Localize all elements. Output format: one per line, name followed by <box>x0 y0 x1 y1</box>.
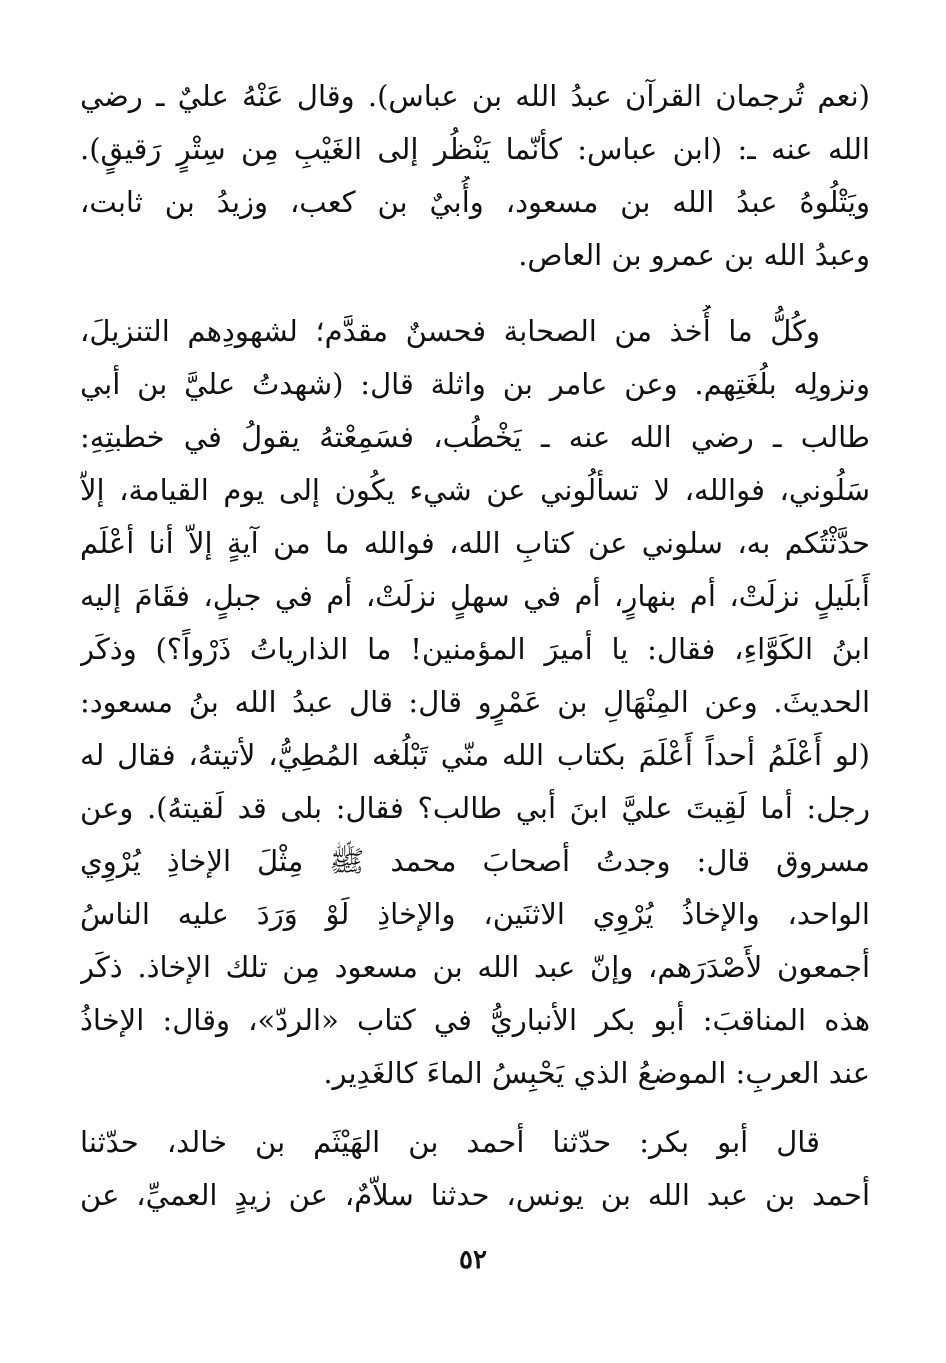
text-line: الواحد، والإخاذُ يُرْوِي الاثنَين، والإخاذِ لَوْ وَرَدَ عليه الناسُ <box>80 897 870 931</box>
text-line: عند العربِ: الموضعُ الذي يَحْبِسُ الماءَ كالغَدِير. <box>323 1056 870 1090</box>
paragraph-1 <box>80 70 870 282</box>
text-line: طالب ـ رضي الله عنه ـ يَخْطُب، فسَمِعْتهُ يقولُ في خطبتِهِ: <box>80 420 870 454</box>
text-line: ابنُ الكَوَّاءِ، فقال: يا أميرَ المؤمنين! ما الذارياتُ ذَرْواً؟) وذكَر <box>80 632 870 666</box>
text-line: سَلُوني، فوالله، لا تسألُوني عن شيء يكُون إلى يوم القيامة، إلاّ <box>80 473 870 507</box>
text-line: الله عنه ـ: (ابن عباس: كأنّما يَنْظُر إلى الغَيْبِ مِن سِتْرٍ رَقيقٍ). <box>80 132 870 166</box>
text-line: مسروق قال: وجدتُ أصحابَ محمد ﷺ مِثْلَ الإخاذِ يُرْوِي <box>80 844 870 878</box>
paragraph-3 <box>80 1116 870 1222</box>
text-line: أحمد بن عبد الله بن يونس، حدثنا سلاّمٌ، عن زيدٍ العميِّ، عن <box>80 1178 870 1212</box>
text-line: رجل: أما لَقِيتَ عليَّ ابنَ أبي طالب؟ فقال: بلى قد لَقيتهُ). وعن <box>80 791 870 825</box>
text-line: أجمعون لأَصْدَرَهم، وإنّ عبد الله بن مسعود مِن تلك الإخاذ. ذكَر <box>80 950 870 984</box>
text-line: هذه المناقبَ: أبو بكر الأنباريُّ في كتاب «الردّ»، وقال: الإخاذُ <box>80 1003 870 1037</box>
text-line: أَبلَيلٍ نزلَتْ، أم بنهارٍ، أم في سهلٍ نزلَتْ، أم في جبلٍ، فقَامَ إليه <box>80 579 870 613</box>
text-line: ونزولِه بلُغَتِهم. وعن عامر بن واثلة قال: (شهدتُ عليَّ بن أبي <box>80 367 870 401</box>
paragraph-2 <box>80 305 870 1100</box>
text-line: ويَتْلُوهُ عبدُ الله بن مسعود، وأُبيٌ بن كعب، وزيدُ بن ثابت، <box>80 185 870 219</box>
text-line: (نعم تُرجمان القرآن عبدُ الله بن عباس). وقال عَنْهُ عليٌ ـ رضي <box>80 79 870 113</box>
text-line: الحديثَ. وعن المِنْهَالِ بن عَمْرٍو قال: قال عبدُ الله بنُ مسعود: <box>80 685 870 719</box>
text-line: قال أبو بكر: حدّثنا أحمد بن الهَيْثَم بن خالد، حدّثنا <box>80 1125 820 1159</box>
text-line: حدَّثْتُكم به، سلوني عن كتابِ الله، فوالله ما من آيةٍ إلاّ أنا أعْلَم <box>80 526 870 560</box>
text-line: وكُلُّ ما أُخذ من الصحابة فحسنٌ مقدَّم؛ لشهودِهم التنزيلَ، <box>80 314 820 348</box>
text-line: (لو أَعْلَمُ أحداً أَعْلَمَ بكتاب الله منّي تَبْلُغه المُطِيُّ، لأتيتهُ، فقال له <box>80 738 870 772</box>
text-line: وعبدُ الله بن عمرو بن العاص. <box>518 238 870 272</box>
page-number: ٥٢ <box>459 1245 487 1275</box>
